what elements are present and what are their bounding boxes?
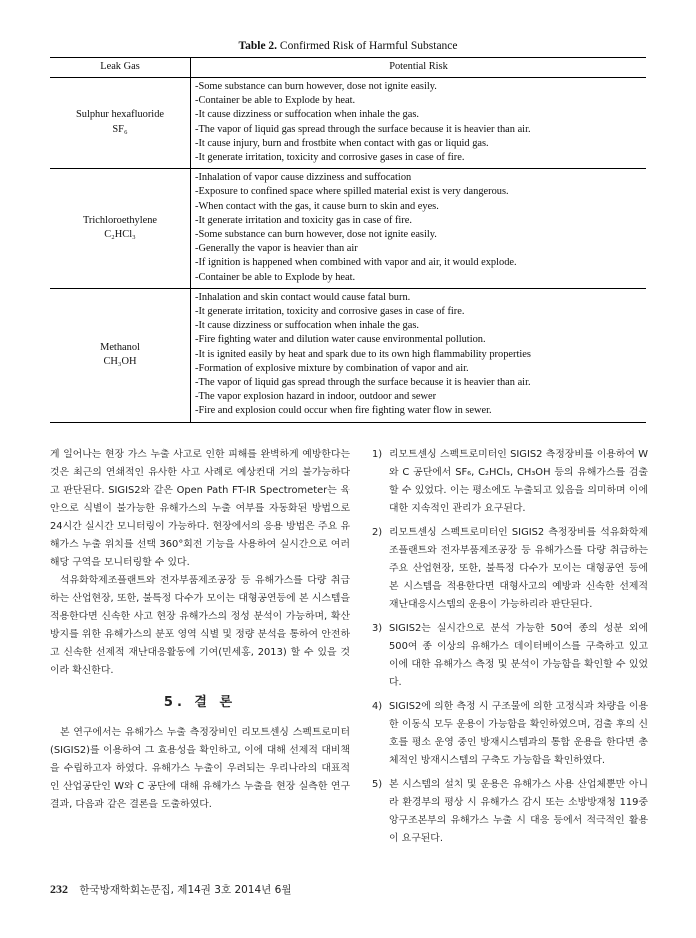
table-caption-label: Table 2.	[238, 40, 278, 52]
list-item-text: 본 시스템의 설치 및 운용은 유해가스 사용 산업체뿐만 아니라 환경부의 평상 시 유해가스 감시 또는 소방방재청 119중앙구조본부의 유해가스 누출 시 대응 등에서 적극적인 활용이 요구된다.	[389, 779, 648, 844]
list-item	[372, 446, 648, 518]
risk-item: -It generate irritation and toxicity gas in case of fire.	[195, 214, 412, 226]
body-paragraph: 석유화학제조플랜트와 전자부품제조공장 등 유해가스를 다량 취급하는 산업현장, 또한, 불특정 다수가 모이는 대형공연등에 본 시스템을 적용한다면 신속한 사고 현장 유해가스의 정성 분석이 가능하며, 확산 방지를 위한 유해가스의 분포 영역 식별 및 정량 분석을 통하여 안전하고 신속한 선제적 재난대응활동에 기여(민세홍, 2013) 할 수 있을 것이라 확신한다.	[50, 575, 350, 676]
list-item	[372, 698, 648, 770]
risk-item: -It generate irritation, toxicity and corrosive gases in case of fire.	[195, 306, 465, 318]
list-item	[372, 524, 648, 614]
conclusion-list	[372, 446, 648, 854]
risk-item: -It cause dizziness or suffocation when inhale the gas.	[195, 109, 419, 121]
table-row	[50, 78, 646, 169]
risk-item: -The vapor explosion hazard in indoor, outdoor and sewer	[195, 391, 437, 403]
risk-item: -The vapor of liquid gas spread through the surface because it is heavier than air.	[195, 123, 531, 135]
risk-item: -When contact with the gas, it cause burn to skin and eyes.	[195, 200, 439, 212]
risk-cell	[191, 169, 647, 289]
page-footer	[50, 882, 291, 897]
header-leak-gas: Leak Gas	[50, 58, 191, 78]
left-column	[50, 446, 350, 814]
page-number: 232	[50, 882, 68, 896]
risk-cell	[191, 288, 647, 422]
list-item-text: SIGIS2는 실시간으로 분석 가능한 50여 종의 성분 외에 500여 종 이상의 유해가스 데이터베이스를 구축하고 있고 이에 대한 유해가스 측정 및 분석이 가능함을 확인할 수 있었다.	[389, 623, 648, 688]
gas-cell	[50, 78, 191, 169]
gas-formula: CH₃OH	[103, 355, 137, 367]
header-potential-risk: Potential Risk	[191, 58, 647, 78]
list-item	[372, 776, 648, 848]
risk-item: -Some substance can burn however, dose not ignite easily.	[195, 81, 437, 92]
risk-item: -Some substance can burn however, dose not ignite easily.	[195, 229, 437, 241]
gas-cell	[50, 169, 191, 289]
body-paragraph: 게 일어나는 현장 가스 누출 사고로 인한 피해를 완벽하게 예방한다는 것은 최근의 연쇄적인 유사한 사고 사례로 예상컨대 거의 불가능하다고 판단된다. SIGIS2와 같은 Open Path FT-IR Spectrometer는 육안으로 식별이 불가능한 유해가스의 누출 여부를 자동화된 방법으로 24시간 실시간 모니터링이 가능하다. 현장에서의 응용 방법은 주요 유해가스 누출 위치를 선택 360°회전 기능을 사용하여 실시간으로 여러 해당 구역을 모니터링할 수 있다.	[50, 449, 350, 568]
gas-cell	[50, 288, 191, 422]
risk-item: -If ignition is happened when combined with vapor and air, it would explode.	[195, 257, 517, 269]
risk-item: -Container be able to Explode by heat.	[195, 271, 356, 283]
risk-item: -It generate irritation, toxicity and corrosive gases in case of fire.	[195, 152, 465, 164]
table-caption-title: Confirmed Risk of Harmful Substance	[279, 40, 458, 52]
risk-item: -Container be able to Explode by heat.	[195, 95, 356, 107]
risk-item: -Exposure to confined space where spilled material exist is very dangerous.	[195, 186, 509, 198]
risk-item: -It cause dizziness or suffocation when inhale the gas.	[195, 320, 419, 332]
table-caption	[0, 40, 696, 52]
risk-item: -Formation of explosive mixture by combination of vapor and air.	[195, 362, 469, 374]
gas-formula: C₂HCl₃	[104, 229, 136, 241]
risk-item: -Inhalation and skin contact would cause fatal burn.	[195, 291, 411, 303]
gas-name: Trichloroethylene	[82, 214, 158, 226]
gas-name: Sulphur hexafluoride	[75, 109, 164, 121]
list-item	[372, 620, 648, 692]
risk-item: -The vapor of liquid gas spread through the surface because it is heavier than air.	[195, 377, 531, 389]
list-item-text: 리모트센싱 스펙트로미터인 SIGIS2 측정장비를 석유화학제조플랜트와 전자부품제조공장 등 유해가스를 다량 취급하는 주요 산업현장, 또한, 불특정 다수가 모이는 대형공연 등에 본 시스템을 적용한다면 대형사고의 예방과 신속한 선제적 재난대응시스템의 운용이 가능하리라 판단된다.	[389, 527, 648, 610]
gas-name: Methanol	[100, 341, 140, 353]
risk-item: -Inhalation of vapor cause dizziness and suffocation	[195, 172, 412, 184]
body-paragraph: 본 연구에서는 유해가스 누출 측정장비인 리모트센싱 스펙트로미터(SIGIS2)를 이용하여 그 효용성을 확인하고, 이에 대해 선제적 대비책을 수립하고자 하였다. 유해가스 누출이 우려되는 우리나라의 대표적인 산업공단인 W와 C 공단에 대해 유해가스 누출을 현장 실측한 연구 결과, 다음과 같은 결론을 도출하였다.	[50, 727, 350, 810]
risk-item: -It cause injury, burn and frostbite when contact with gas or liquid gas.	[195, 137, 489, 149]
journal-info: 한국방재학회논문집, 제14권 3호 2014년 6월	[79, 884, 292, 896]
list-item-text: SIGIS2에 의한 측정 시 구조물에 의한 고정식과 차량을 이용한 이동식 모두 운용이 가능함을 확인하였으며, 검출 후의 신호를 평소 운영 중인 방재시스템과의 통합 운용을 한다면 총체적인 방재시스템의 구축도 가능함을 확인하였다.	[389, 701, 648, 766]
risk-item: -Fire fighting water and dilution water cause environmental pollution.	[195, 334, 486, 346]
list-item-number: 1)	[372, 449, 383, 460]
risk-cell	[191, 78, 647, 169]
table-header-row	[50, 58, 646, 78]
gas-formula: SF₆	[112, 123, 128, 135]
risk-item: -Fire and explosion could occur when fire fighting water flow in sewer.	[195, 405, 492, 417]
table-row	[50, 169, 646, 289]
list-item-number: 5)	[372, 779, 383, 790]
list-item-text: 리모트센싱 스펙트로미터인 SIGIS2 측정장비를 이용하여 W와 C 공단에서 SF₆, C₂HCl₃, CH₃OH 등의 유해가스를 검출할 수 있었다. 이는 평소에도 누출되고 있음을 의미하며 이에 대한 지속적인 관리가 요구된다.	[389, 449, 648, 514]
risk-table	[50, 57, 646, 423]
list-item-number: 4)	[372, 701, 383, 712]
section-title: 5. 결 론	[163, 695, 237, 710]
list-item-number: 2)	[372, 527, 383, 538]
list-item-number: 3)	[372, 623, 383, 634]
risk-item: -Generally the vapor is heavier than air	[195, 243, 358, 255]
risk-item: -It is ignited easily by heat and spark due to its own high flammability properties	[195, 348, 531, 360]
table-row	[50, 288, 646, 422]
